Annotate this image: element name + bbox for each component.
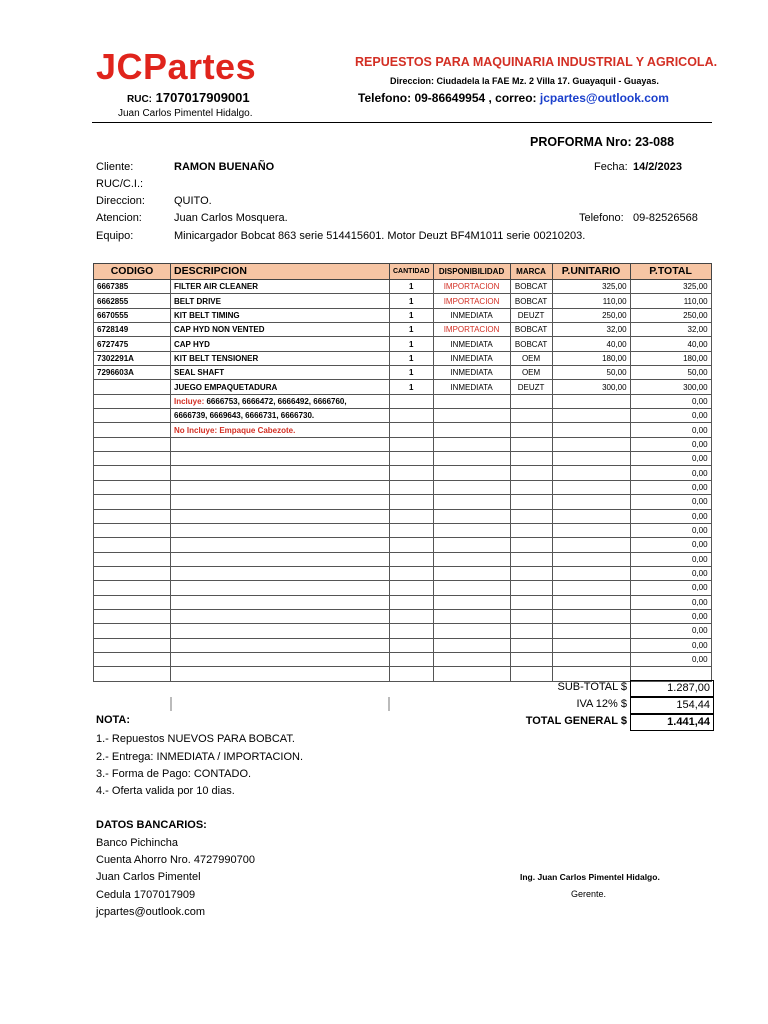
table-row bbox=[94, 538, 712, 552]
item-code bbox=[94, 552, 171, 566]
item-total-price: 50,00 bbox=[630, 366, 711, 380]
total-label: TOTAL GENERAL $ bbox=[525, 715, 627, 727]
item-total-price: 0,00 bbox=[630, 624, 711, 638]
signature-role: Gerente. bbox=[571, 889, 607, 899]
item-description bbox=[171, 624, 390, 638]
item-availability bbox=[433, 523, 510, 537]
table-row bbox=[94, 394, 712, 408]
item-total-price: 0,00 bbox=[630, 394, 711, 408]
item-unit-price bbox=[552, 638, 630, 652]
item-total-price: 0,00 bbox=[630, 437, 711, 451]
table-cell bbox=[630, 667, 711, 681]
item-availability bbox=[433, 480, 510, 494]
iva-value: 154,44 bbox=[630, 697, 714, 714]
item-total-price: 0,00 bbox=[630, 595, 711, 609]
col-codigo: CODIGO bbox=[94, 264, 171, 280]
item-quantity bbox=[390, 638, 434, 652]
table-row bbox=[94, 466, 712, 480]
table-row bbox=[94, 667, 712, 681]
bank-line: Juan Carlos Pimentel bbox=[96, 871, 201, 883]
item-total-price: 0,00 bbox=[630, 523, 711, 537]
col-disponibilidad: DISPONIBILIDAD bbox=[433, 264, 510, 280]
item-description: No Incluye: Empaque Cabezote. bbox=[171, 423, 390, 437]
item-total-price: 110,00 bbox=[630, 294, 711, 308]
item-quantity bbox=[390, 409, 434, 423]
item-availability bbox=[433, 566, 510, 580]
item-description bbox=[171, 437, 390, 451]
item-quantity bbox=[390, 581, 434, 595]
item-total-price: 250,00 bbox=[630, 308, 711, 322]
notes-title: NOTA: bbox=[96, 714, 131, 726]
item-description: KIT BELT TIMING bbox=[171, 308, 390, 322]
item-unit-price: 180,00 bbox=[552, 351, 630, 365]
item-unit-price bbox=[552, 595, 630, 609]
item-availability bbox=[433, 624, 510, 638]
company-phone: Telefono: 09-86649954 , correo: bbox=[358, 91, 537, 105]
proforma-number bbox=[530, 135, 674, 149]
incluye-label: Incluye: bbox=[174, 396, 205, 406]
item-total-price: 32,00 bbox=[630, 323, 711, 337]
item-description bbox=[171, 581, 390, 595]
item-code: 7302291A bbox=[94, 351, 171, 365]
table-row bbox=[94, 581, 712, 595]
item-availability bbox=[433, 509, 510, 523]
item-code bbox=[94, 437, 171, 451]
incluye-codes: 6666753, 6666472, 6666492, 6666760, bbox=[206, 396, 347, 406]
item-description bbox=[171, 394, 390, 408]
item-availability bbox=[433, 638, 510, 652]
item-availability bbox=[433, 595, 510, 609]
item-total-price: 0,00 bbox=[630, 609, 711, 623]
item-code bbox=[94, 652, 171, 666]
item-code: 6667385 bbox=[94, 280, 171, 294]
total-value: 1.441,44 bbox=[630, 714, 714, 731]
item-total-price: 180,00 bbox=[630, 351, 711, 365]
item-quantity bbox=[390, 624, 434, 638]
item-brand bbox=[510, 452, 552, 466]
item-unit-price: 50,00 bbox=[552, 366, 630, 380]
table-row bbox=[94, 323, 712, 337]
item-code bbox=[94, 523, 171, 537]
item-code bbox=[94, 452, 171, 466]
item-unit-price: 300,00 bbox=[552, 380, 630, 394]
item-brand: OEM bbox=[510, 351, 552, 365]
item-quantity bbox=[390, 394, 434, 408]
item-availability: IMPORTACION bbox=[433, 280, 510, 294]
item-quantity bbox=[390, 480, 434, 494]
item-unit-price bbox=[552, 523, 630, 537]
item-total-price: 0,00 bbox=[630, 552, 711, 566]
item-description: CAP HYD bbox=[171, 337, 390, 351]
direccion-label: Direccion: bbox=[96, 195, 145, 207]
item-unit-price bbox=[552, 609, 630, 623]
item-availability: IMPORTACION bbox=[433, 323, 510, 337]
item-total-price: 300,00 bbox=[630, 380, 711, 394]
item-code: 6728149 bbox=[94, 323, 171, 337]
fecha-label: Fecha: bbox=[594, 161, 628, 173]
table-row bbox=[94, 380, 712, 394]
telefono-value: 09-82526568 bbox=[633, 212, 698, 224]
item-quantity: 1 bbox=[390, 337, 434, 351]
ruc-label: RUC: bbox=[127, 94, 152, 105]
item-code bbox=[94, 509, 171, 523]
item-quantity bbox=[390, 452, 434, 466]
item-code bbox=[94, 466, 171, 480]
item-brand bbox=[510, 609, 552, 623]
item-brand: OEM bbox=[510, 366, 552, 380]
item-quantity bbox=[390, 538, 434, 552]
table-cell bbox=[433, 667, 510, 681]
item-availability: INMEDIATA bbox=[433, 351, 510, 365]
table-row bbox=[94, 509, 712, 523]
item-quantity bbox=[390, 552, 434, 566]
item-availability bbox=[433, 466, 510, 480]
item-availability bbox=[433, 581, 510, 595]
company-ruc bbox=[127, 90, 250, 105]
item-availability: IMPORTACION bbox=[433, 294, 510, 308]
item-total-price: 0,00 bbox=[630, 495, 711, 509]
item-quantity: 1 bbox=[390, 366, 434, 380]
item-unit-price bbox=[552, 437, 630, 451]
item-availability bbox=[433, 552, 510, 566]
item-quantity bbox=[390, 523, 434, 537]
item-availability bbox=[433, 652, 510, 666]
company-address: Direccion: Ciudadela la FAE Mz. 2 Villa 17. Guayaquil - Guayas. bbox=[390, 76, 659, 86]
item-brand bbox=[510, 523, 552, 537]
item-unit-price bbox=[552, 480, 630, 494]
item-brand: BOBCAT bbox=[510, 337, 552, 351]
atencion-label: Atencion: bbox=[96, 212, 142, 224]
table-row bbox=[94, 552, 712, 566]
table-row bbox=[94, 337, 712, 351]
item-brand bbox=[510, 595, 552, 609]
company-email-link[interactable]: jcpartes@outlook.com bbox=[539, 91, 669, 105]
table-row bbox=[94, 308, 712, 322]
item-availability bbox=[433, 609, 510, 623]
header-divider bbox=[92, 122, 712, 123]
table-cell bbox=[390, 667, 434, 681]
table-header-row bbox=[94, 264, 712, 280]
company-logo: JCPartes bbox=[96, 46, 257, 87]
table-row bbox=[94, 480, 712, 494]
item-description bbox=[171, 523, 390, 537]
item-total-price: 0,00 bbox=[630, 452, 711, 466]
fecha-value: 14/2/2023 bbox=[633, 161, 682, 173]
item-unit-price: 250,00 bbox=[552, 308, 630, 322]
item-unit-price bbox=[552, 509, 630, 523]
ruc-ci-label: RUC/C.I.: bbox=[96, 178, 144, 190]
proforma-label: PROFORMA Nro: bbox=[530, 135, 632, 149]
item-code bbox=[94, 380, 171, 394]
table-row bbox=[94, 437, 712, 451]
item-brand bbox=[510, 509, 552, 523]
item-quantity bbox=[390, 652, 434, 666]
item-brand: BOBCAT bbox=[510, 280, 552, 294]
item-quantity: 1 bbox=[390, 280, 434, 294]
item-unit-price: 32,00 bbox=[552, 323, 630, 337]
bank-line: Banco Pichincha bbox=[96, 837, 178, 849]
item-unit-price bbox=[552, 452, 630, 466]
table-row bbox=[94, 638, 712, 652]
table-cell bbox=[171, 667, 390, 681]
item-total-price: 0,00 bbox=[630, 480, 711, 494]
item-unit-price bbox=[552, 624, 630, 638]
equipo-label: Equipo: bbox=[96, 230, 134, 242]
col-descripcion: DESCRIPCION bbox=[171, 264, 390, 280]
item-total-price: 0,00 bbox=[630, 638, 711, 652]
item-availability bbox=[433, 394, 510, 408]
item-total-price: 0,00 bbox=[630, 423, 711, 437]
item-brand bbox=[510, 581, 552, 595]
item-brand: BOBCAT bbox=[510, 323, 552, 337]
bank-line: jcpartes@outlook.com bbox=[96, 906, 205, 918]
item-description bbox=[171, 566, 390, 580]
item-availability bbox=[433, 409, 510, 423]
item-total-price: 0,00 bbox=[630, 566, 711, 580]
equipo-value: Minicargador Bobcat 863 serie 514415601. Motor Deuzt BF4M1011 serie 00210203. bbox=[174, 230, 586, 242]
col-punitario: P.UNITARIO bbox=[552, 264, 630, 280]
item-brand bbox=[510, 466, 552, 480]
signature-name: Ing. Juan Carlos Pimentel Hidalgo. bbox=[520, 872, 660, 882]
item-total-price: 0,00 bbox=[630, 581, 711, 595]
item-description bbox=[171, 609, 390, 623]
item-description bbox=[171, 509, 390, 523]
item-code bbox=[94, 595, 171, 609]
items-table bbox=[93, 263, 712, 682]
item-availability: INMEDIATA bbox=[433, 366, 510, 380]
telefono-label: Telefono: bbox=[579, 212, 624, 224]
item-description: CAP HYD NON VENTED bbox=[171, 323, 390, 337]
cliente-label: Cliente: bbox=[96, 161, 134, 173]
note-line: 3.- Forma de Pago: CONTADO. bbox=[96, 768, 252, 780]
atencion-value: Juan Carlos Mosquera. bbox=[174, 212, 288, 224]
item-code: 6727475 bbox=[94, 337, 171, 351]
item-total-price: 0,00 bbox=[630, 466, 711, 480]
item-description bbox=[171, 538, 390, 552]
item-brand bbox=[510, 409, 552, 423]
table-row bbox=[94, 595, 712, 609]
item-quantity bbox=[390, 466, 434, 480]
col-marca: MARCA bbox=[510, 264, 552, 280]
item-availability: INMEDIATA bbox=[433, 380, 510, 394]
note-line: 1.- Repuestos NUEVOS PARA BOBCAT. bbox=[96, 733, 295, 745]
item-description bbox=[171, 466, 390, 480]
item-description bbox=[171, 480, 390, 494]
item-brand bbox=[510, 538, 552, 552]
item-description bbox=[171, 495, 390, 509]
table-row bbox=[94, 366, 712, 380]
item-unit-price bbox=[552, 466, 630, 480]
item-unit-price bbox=[552, 423, 630, 437]
note-line: 4.- Oferta valida por 10 dias. bbox=[96, 785, 235, 797]
item-brand: DEUZT bbox=[510, 380, 552, 394]
item-quantity bbox=[390, 423, 434, 437]
bank-title: DATOS BANCARIOS: bbox=[96, 819, 207, 831]
item-unit-price bbox=[552, 538, 630, 552]
table-cell bbox=[552, 667, 630, 681]
item-quantity: 1 bbox=[390, 294, 434, 308]
item-unit-price bbox=[552, 409, 630, 423]
item-code: 6662855 bbox=[94, 294, 171, 308]
table-row bbox=[94, 351, 712, 365]
item-code bbox=[94, 566, 171, 580]
item-code bbox=[94, 495, 171, 509]
item-code: 7296603A bbox=[94, 366, 171, 380]
item-availability bbox=[433, 452, 510, 466]
item-total-price: 0,00 bbox=[630, 652, 711, 666]
item-quantity: 1 bbox=[390, 380, 434, 394]
company-contact bbox=[358, 91, 669, 105]
item-total-price: 325,00 bbox=[630, 280, 711, 294]
table-row bbox=[94, 609, 712, 623]
item-brand bbox=[510, 624, 552, 638]
item-total-price: 40,00 bbox=[630, 337, 711, 351]
item-brand: DEUZT bbox=[510, 308, 552, 322]
item-brand bbox=[510, 437, 552, 451]
item-quantity bbox=[390, 566, 434, 580]
iva-label: IVA 12% $ bbox=[576, 698, 627, 710]
table-cell bbox=[94, 667, 171, 681]
table-row bbox=[94, 624, 712, 638]
table-row bbox=[94, 652, 712, 666]
item-availability: INMEDIATA bbox=[433, 308, 510, 322]
table-row bbox=[94, 495, 712, 509]
item-description: JUEGO EMPAQUETADURA bbox=[171, 380, 390, 394]
item-unit-price bbox=[552, 495, 630, 509]
item-unit-price bbox=[552, 581, 630, 595]
cliente-value: RAMON BUENAÑO bbox=[174, 161, 275, 173]
item-description: 6666739, 6669643, 6666731, 6666730. bbox=[171, 409, 390, 423]
item-code bbox=[94, 480, 171, 494]
item-quantity: 1 bbox=[390, 308, 434, 322]
table-row bbox=[94, 280, 712, 294]
item-quantity bbox=[390, 509, 434, 523]
table-row bbox=[94, 452, 712, 466]
item-unit-price bbox=[552, 552, 630, 566]
ruc-value: 1707017909001 bbox=[155, 90, 250, 105]
item-availability bbox=[433, 538, 510, 552]
item-total-price: 0,00 bbox=[630, 509, 711, 523]
table-cell bbox=[510, 667, 552, 681]
item-description: BELT DRIVE bbox=[171, 294, 390, 308]
item-description bbox=[171, 595, 390, 609]
table-row bbox=[94, 294, 712, 308]
item-brand bbox=[510, 638, 552, 652]
item-description: KIT BELT TENSIONER bbox=[171, 351, 390, 365]
item-code bbox=[94, 538, 171, 552]
direccion-value: QUITO. bbox=[174, 195, 212, 207]
item-availability bbox=[433, 423, 510, 437]
table-row bbox=[94, 523, 712, 537]
item-quantity bbox=[390, 495, 434, 509]
item-quantity bbox=[390, 595, 434, 609]
item-code bbox=[94, 409, 171, 423]
item-unit-price: 40,00 bbox=[552, 337, 630, 351]
table-row bbox=[94, 409, 712, 423]
item-availability: INMEDIATA bbox=[433, 337, 510, 351]
separator-mark bbox=[388, 697, 390, 711]
proforma-value: 23-088 bbox=[635, 135, 675, 149]
subtotal-label: SUB-TOTAL $ bbox=[557, 681, 627, 693]
item-availability bbox=[433, 495, 510, 509]
item-brand bbox=[510, 652, 552, 666]
item-brand bbox=[510, 566, 552, 580]
item-code: 6670555 bbox=[94, 308, 171, 322]
item-code bbox=[94, 581, 171, 595]
item-quantity: 1 bbox=[390, 351, 434, 365]
item-unit-price bbox=[552, 652, 630, 666]
col-cantidad: CANTIDAD bbox=[390, 264, 434, 280]
item-total-price: 0,00 bbox=[630, 409, 711, 423]
item-brand bbox=[510, 495, 552, 509]
item-code bbox=[94, 609, 171, 623]
item-description: FILTER AIR CLEANER bbox=[171, 280, 390, 294]
item-description bbox=[171, 638, 390, 652]
item-unit-price: 110,00 bbox=[552, 294, 630, 308]
bank-line: Cuenta Ahorro Nro. 4727990700 bbox=[96, 854, 256, 866]
item-description: SEAL SHAFT bbox=[171, 366, 390, 380]
item-quantity: 1 bbox=[390, 323, 434, 337]
note-line: 2.- Entrega: INMEDIATA / IMPORTACION. bbox=[96, 751, 304, 763]
item-brand: BOBCAT bbox=[510, 294, 552, 308]
item-description bbox=[171, 652, 390, 666]
item-brand bbox=[510, 423, 552, 437]
item-brand bbox=[510, 552, 552, 566]
item-unit-price bbox=[552, 394, 630, 408]
item-brand bbox=[510, 480, 552, 494]
item-description bbox=[171, 552, 390, 566]
table-row bbox=[94, 423, 712, 437]
company-slogan: REPUESTOS PARA MAQUINARIA INDUSTRIAL Y AGRICOLA. bbox=[355, 55, 718, 69]
item-quantity bbox=[390, 609, 434, 623]
item-unit-price bbox=[552, 566, 630, 580]
separator-mark bbox=[170, 697, 172, 711]
col-ptotal: P.TOTAL bbox=[630, 264, 711, 280]
item-code bbox=[94, 394, 171, 408]
item-code bbox=[94, 624, 171, 638]
item-description bbox=[171, 452, 390, 466]
item-total-price: 0,00 bbox=[630, 538, 711, 552]
item-brand bbox=[510, 394, 552, 408]
item-unit-price: 325,00 bbox=[552, 280, 630, 294]
item-code bbox=[94, 423, 171, 437]
table-row bbox=[94, 566, 712, 580]
item-quantity bbox=[390, 437, 434, 451]
bank-line: Cedula 1707017909 bbox=[96, 889, 196, 901]
subtotal-value: 1.287,00 bbox=[630, 680, 714, 697]
company-owner: Juan Carlos Pimentel Hidalgo. bbox=[118, 108, 253, 119]
item-availability bbox=[433, 437, 510, 451]
item-code bbox=[94, 638, 171, 652]
